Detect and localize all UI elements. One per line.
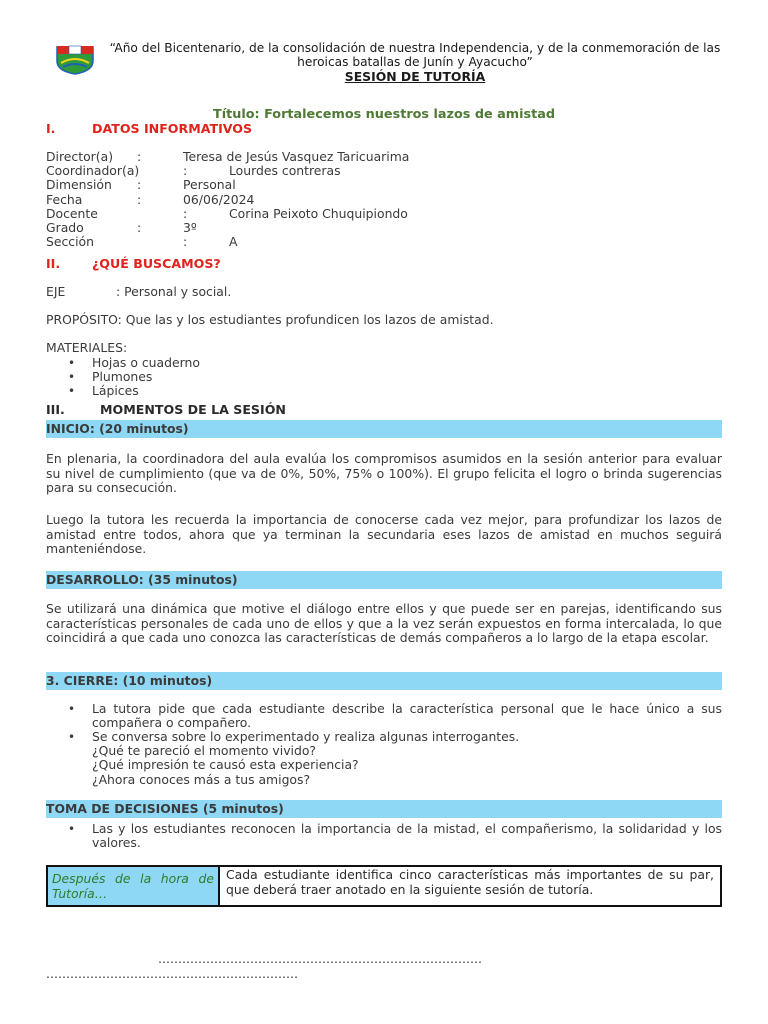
inicio-paragraph-2: Luego la tutora les recuerda la importancia de conocerse cada vez mejor, para profundizar los lazos de amistad entre todos, ahora que ya terminan la secundaria eses lazos de amistad en muchos seguirá manteniéndose. [46,512,722,557]
list-item: • Se conversa sobre lo experimentado y realiza algunas interrogantes. [46,730,722,744]
question-3: ¿Ahora conoces más a tus amigos? [92,771,311,787]
eje-line [46,285,722,300]
session-title: SESIÓN DE TUTORÍA [344,69,486,84]
signature-line-1: ……………………………………………………………………… [158,952,482,966]
motto-text: “Año del Bicentenario, de la consolidación de nuestra Independencia, y de la conmemoración de las heroicas batallas de Junín y Ayacucho” [109,41,721,69]
cierre-questions [92,744,359,787]
decisiones-list [46,822,722,850]
desarrollo-bar: DESARROLLO: (35 minutos) [46,571,722,589]
after-session-text: Cada estudiante identifica cinco características más importantes de su par, que deberá traer anotado en la siguiente sesión de tutoría. [226,867,714,897]
section-3-heading [46,402,286,417]
question-1: ¿Qué te pareció el momento vivido? [92,743,316,758]
info-row-grado: Grado : 3º [46,219,197,235]
cierre-bar: 3. CIERRE: (10 minutos) [46,672,722,690]
decisiones-bar: TOMA DE DECISIONES (5 minutos) [46,800,722,818]
info-row-dimension: Dimensión : Personal [46,177,236,193]
section-1-number: I. [46,121,56,136]
info-row-seccion: Sección : A [46,234,238,250]
list-item: • Las y los estudiantes reconocen la importancia de la mistad, el compañerismo, la solidaridad y los valores. [46,822,722,850]
section-2-heading [46,256,221,271]
eje-value: : Personal y social. [116,284,232,299]
section-3-title: MOMENTOS DE LA SESIÓN [100,402,286,417]
info-row-fecha: Fecha : 06/06/2024 [46,191,255,207]
school-logo [54,43,96,75]
document-title: Título: Fortalecemos nuestros lazos de amistad [212,107,556,122]
inicio-paragraph-1: En plenaria, la coordinadora del aula evalúa los compromisos asumidos en la sesión anterior para evaluar su nivel de cumplimiento (que va de 0%, 50%, 75% o 100%). El grupo felicita el logro o brinda sugerencias para su consecución. [46,451,722,496]
proposito-text: PROPÓSITO: Que las y los estudiantes profundicen los lazos de amistad. [46,312,494,327]
list-item: • Plumones [46,370,722,384]
list-item: • Lápices [46,384,722,398]
info-row-coordinador: Coordinador(a) : Lourdes contreras [46,163,341,179]
section-1-title: DATOS INFORMATIVOS [92,121,253,136]
info-table [46,150,722,249]
info-row-docente: Docente : Corina Peixoto Chuquipiondo [46,205,408,221]
section-3-number: III. [46,402,65,417]
materiales-label: MATERIALES: [46,340,128,355]
cierre-list [46,702,722,744]
info-row-director: Director(a) : Teresa de Jesús Vasquez Taricuarima [46,149,410,164]
list-item: • La tutora pide que cada estudiante describe la característica personal que le hace único a sus compañera o compañero. [46,702,722,730]
question-2: ¿Qué impresión te causó esta experiencia? [92,757,359,773]
after-session-label: Después de la hora de Tutoría… [48,867,220,905]
after-session-box [46,865,722,907]
desarrollo-paragraph: Se utilizará una dinámica que motive el diálogo entre ellos y que puede ser en parejas, identificando sus características personales de cada uno de ellos y que a la vez serán expuestos en forma intercalada, lo que coincidirá a que cada uno conozca las características de demás compañeros a lo largo de la etapa escolar. [46,601,722,646]
section-2-number: II. [46,256,61,271]
section-2-title: ¿QUÉ BUSCAMOS? [92,256,221,271]
materiales-list [46,356,722,398]
signature-line-2: ……………………………………………………… [46,967,298,981]
section-1-heading [46,121,252,136]
list-item: • Hojas o cuaderno [46,356,722,370]
inicio-bar: INICIO: (20 minutos) [46,420,722,438]
eje-label: EJE [46,284,66,299]
